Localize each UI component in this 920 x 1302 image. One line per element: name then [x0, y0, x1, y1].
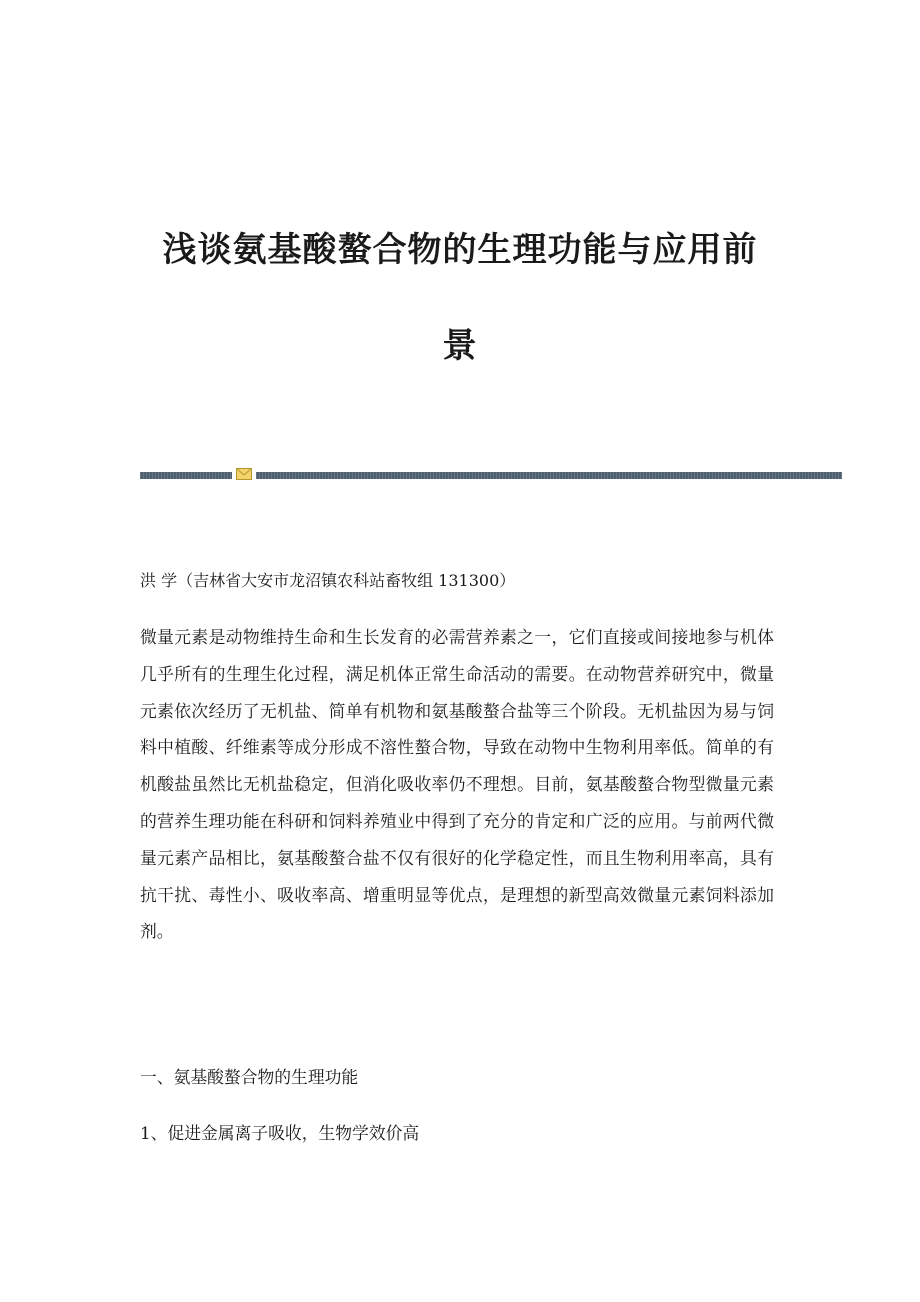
divider-bar-left [140, 472, 232, 479]
document-title-line-1: 浅谈氨基酸螯合物的生理功能与应用前 [162, 230, 758, 270]
subsection-heading: 1、促进金属离子吸收，生物学效价高 [140, 1123, 420, 1143]
author-affiliation: 洪 学（吉林省大安市龙沼镇农科站畜牧组 131300） [140, 571, 516, 590]
title-divider [140, 466, 842, 484]
section-heading: 一、氨基酸螯合物的生理功能 [140, 1067, 359, 1087]
document-title-line-2: 景 [442, 326, 478, 366]
divider-bar-right [256, 472, 842, 479]
abstract-paragraph: 微量元素是动物维持生命和生长发育的必需营养素之一，它们直接或间接地参与机体几乎所有的生理生化过程，满足机体正常生命活动的需要。在动物营养研究中，微量元素依次经历了无机盐、简单有机物和氨基酸螯合盐等三个阶段。无机盐因为易与饲料中植酸、纤维素等成分形成不溶性螯合物，导致在动物中生物利用率低。简单的有机酸盐虽然比无机盐稳定，但消化吸收率仍不理想。目前，氨基酸螯合物型微量元素的营养生理功能在科研和饲料养殖业中得到了充分的肯定和广泛的应用。与前两代微量元素产品相比，氨基酸螯合盐不仅有很好的化学稳定性，而且生物利用率高，具有抗干扰、毒性小、吸收率高、增重明显等优点，是理想的新型高效微量元素饲料添加剂。 [140, 627, 774, 942]
envelope-icon [236, 468, 252, 480]
